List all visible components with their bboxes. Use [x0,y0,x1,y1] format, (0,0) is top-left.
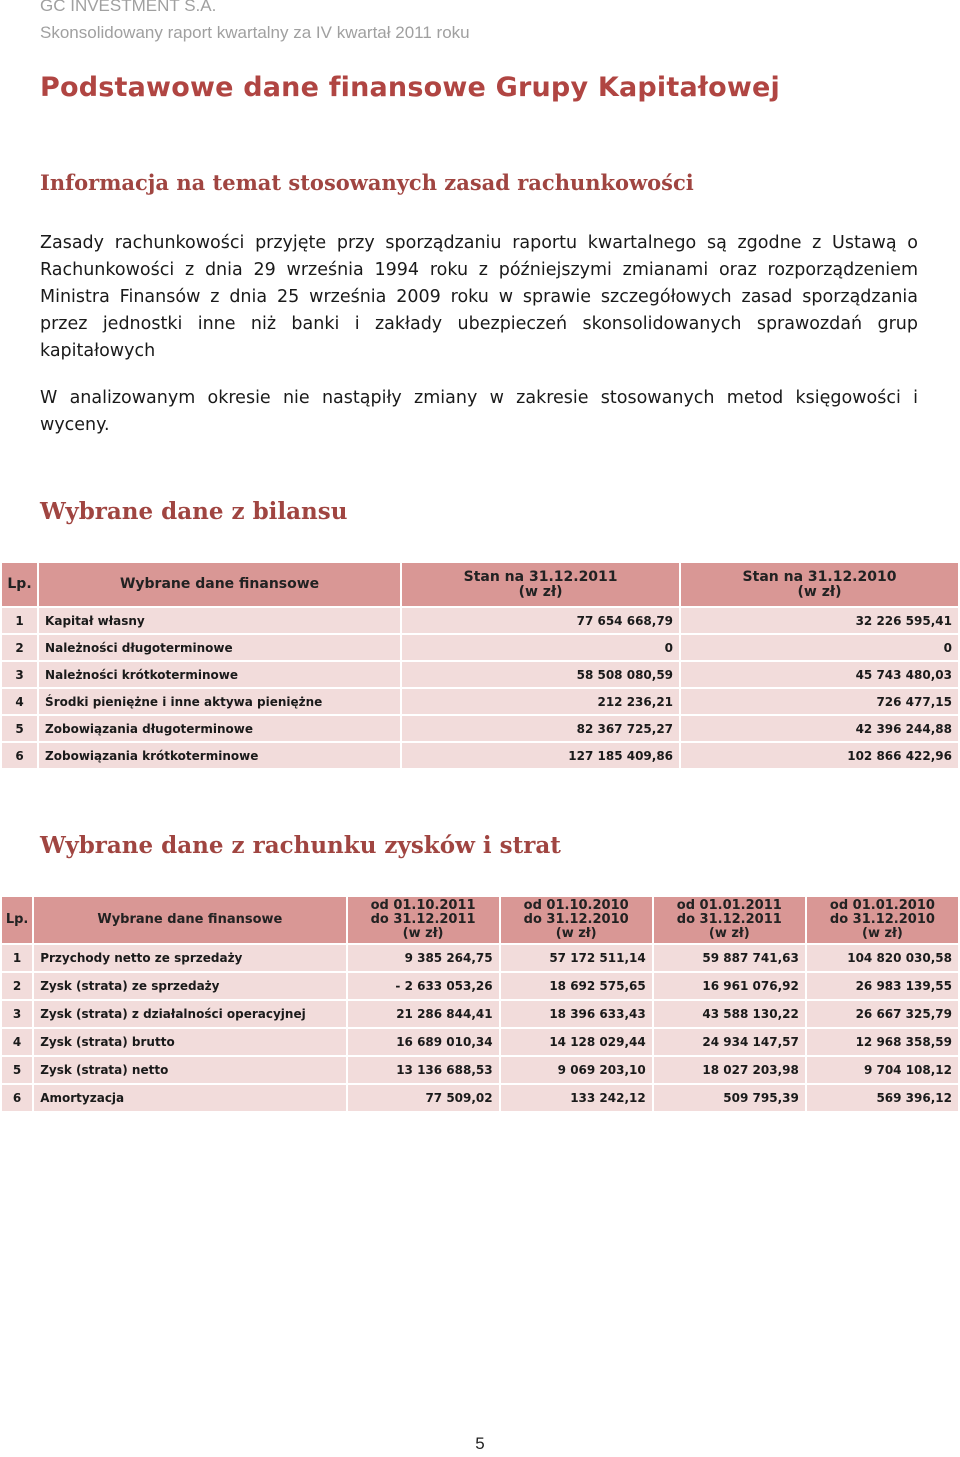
row-name: Środki pieniężne i inne aktywa pieniężne [39,689,400,714]
row-value: 509 795,39 [654,1085,805,1111]
row-lp: 6 [2,743,37,768]
row-lp: 1 [2,608,37,633]
row-value: 18 692 575,65 [501,973,652,999]
row-name: Zysk (strata) netto [34,1057,345,1083]
period-from: od 01.01.2011 [676,898,782,913]
table-row [2,716,958,741]
row-lp: 3 [2,662,37,687]
col-header-2011-line1: Stan na 31.12.2011 [463,568,618,585]
row-lp: 6 [2,1085,32,1111]
period-unit: (w zł) [708,926,750,941]
row-lp: 4 [2,1029,32,1055]
period-from: od 01.01.2010 [829,898,935,913]
period-header-ytd-2010 [807,897,958,943]
row-name: Zysk (strata) brutto [34,1029,345,1055]
period-header-q4-2011 [348,897,499,943]
row-value: 24 934 147,57 [654,1029,805,1055]
row-name: Amortyzacja [34,1085,345,1111]
row-value: 13 136 688,53 [348,1057,499,1083]
table-row [2,973,958,999]
row-value: 9 385 264,75 [348,945,499,971]
table-row [2,945,958,971]
lp-header: Lp. [2,897,32,943]
table-row [2,743,958,768]
row-value-2011: 82 367 725,27 [402,716,679,741]
row-value-2010: 45 743 480,03 [681,662,958,687]
row-value: 16 689 010,34 [348,1029,499,1055]
balance-heading: Wybrane dane z bilansu [40,498,348,525]
row-lp: 4 [2,689,37,714]
col-header-2010-line1: Stan na 31.12.2010 [742,568,897,585]
row-name: Kapitał własny [39,608,400,633]
income-header-row [2,897,958,943]
row-value-2010: 726 477,15 [681,689,958,714]
col-header-2011 [402,563,679,606]
income-heading: Wybrane dane z rachunku zysków i strat [40,832,561,859]
row-lp: 2 [2,973,32,999]
row-value-2011: 58 508 080,59 [402,662,679,687]
table-row [2,635,958,660]
row-value: 9 704 108,12 [807,1057,958,1083]
accounting-policy-heading: Informacja na temat stosowanych zasad rachunkowości [40,170,694,195]
name-header: Wybrane dane finansowe [39,563,400,606]
period-to: do 31.12.2011 [676,912,782,927]
row-value: 57 172 511,14 [501,945,652,971]
period-to: do 31.12.2010 [829,912,935,927]
balance-table [0,561,960,770]
table-row [2,1057,958,1083]
row-name: Należności krótkoterminowe [39,662,400,687]
header-company: GC INVESTMENT S.A. [40,0,217,15]
row-value: 18 027 203,98 [654,1057,805,1083]
row-value: 16 961 076,92 [654,973,805,999]
row-value: 43 588 130,22 [654,1001,805,1027]
name-header: Wybrane dane finansowe [34,897,345,943]
row-lp: 3 [2,1001,32,1027]
col-header-2010-line2: (w zł) [797,583,842,600]
period-header-q4-2010 [501,897,652,943]
row-value-2010: 42 396 244,88 [681,716,958,741]
row-value: 59 887 741,63 [654,945,805,971]
table-row [2,689,958,714]
col-header-2010 [681,563,958,606]
row-value: 26 983 139,55 [807,973,958,999]
row-value-2011: 127 185 409,86 [402,743,679,768]
page-title: Podstawowe dane finansowe Grupy Kapitałowej [40,72,780,103]
row-value: 104 820 030,58 [807,945,958,971]
table-row [2,608,958,633]
row-value: 18 396 633,43 [501,1001,652,1027]
row-value-2011: 0 [402,635,679,660]
period-to: do 31.12.2010 [523,912,629,927]
table-row [2,1001,958,1027]
col-header-2011-line2: (w zł) [518,583,563,600]
period-unit: (w zł) [555,926,597,941]
row-lp: 2 [2,635,37,660]
balance-header-row [2,563,958,606]
page-number: 5 [475,1434,485,1453]
period-header-ytd-2011 [654,897,805,943]
table-row [2,1029,958,1055]
income-table [0,895,960,1113]
no-changes-paragraph: W analizowanym okresie nie nastąpiły zmiany w zakresie stosowanych metod księgowości i wyceny. [40,388,918,435]
row-value: 21 286 844,41 [348,1001,499,1027]
row-value-2011: 77 654 668,79 [402,608,679,633]
row-name: Zysk (strata) z działalności operacyjnej [34,1001,345,1027]
period-from: od 01.10.2010 [523,898,629,913]
row-name: Zobowiązania długoterminowe [39,716,400,741]
period-from: od 01.10.2011 [370,898,476,913]
accounting-policy-paragraph: Zasady rachunkowości przyjęte przy sporządzaniu raportu kwartalnego są zgodne z Ustawą o Rachunkowości z dnia 29 września 1994 roku z późniejszymi zmianami oraz rozporządzeniem Ministra Finansów z dnia 25 września 2009 roku w sprawie szczegółowych zasad sporządzania przez jednostki inne niż banki i zakłady ubezpieczeń skonsolidowanych sprawozdań grup kapitałowych [40,233,918,361]
row-name: Należności długoterminowe [39,635,400,660]
row-value: - 2 633 053,26 [348,973,499,999]
row-value: 9 069 203,10 [501,1057,652,1083]
row-value: 14 128 029,44 [501,1029,652,1055]
row-lp: 5 [2,716,37,741]
row-value: 26 667 325,79 [807,1001,958,1027]
table-row [2,1085,958,1111]
period-unit: (w zł) [862,926,903,941]
row-name: Przychody netto ze sprzedaży [34,945,345,971]
period-unit: (w zł) [402,926,444,941]
row-lp: 1 [2,945,32,971]
row-value-2010: 102 866 422,96 [681,743,958,768]
row-lp: 5 [2,1057,32,1083]
row-value: 133 242,12 [501,1085,652,1111]
row-value: 569 396,12 [807,1085,958,1111]
period-to: do 31.12.2011 [370,912,476,927]
row-value-2011: 212 236,21 [402,689,679,714]
row-name: Zysk (strata) ze sprzedaży [34,973,345,999]
header-report-title: Skonsolidowany raport kwartalny za IV kwartał 2011 roku [40,23,470,42]
row-name: Zobowiązania krótkoterminowe [39,743,400,768]
lp-header: Lp. [2,563,37,606]
row-value-2010: 0 [681,635,958,660]
row-value-2010: 32 226 595,41 [681,608,958,633]
row-value: 77 509,02 [348,1085,499,1111]
table-row [2,662,958,687]
row-value: 12 968 358,59 [807,1029,958,1055]
